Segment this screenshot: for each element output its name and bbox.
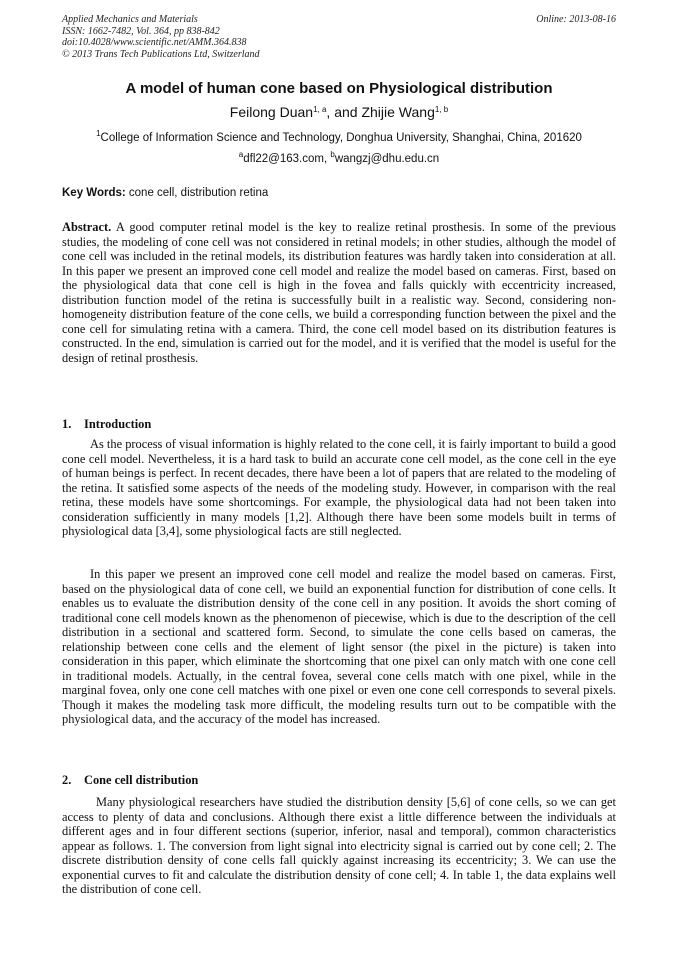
- intro-paragraph-2: In this paper we present an improved cone cell model and realize the model based on cameras. First, based on the physiological data of cone cell, we build an exponential function for distribution of cone cells. It enables us to evaluate the distribution density of the cone cell in any position. It avoids the short coming of traditional cone cell models known as the phenomenon of piecewise, which is due to the description of the cell distribution in a sectional and scattered form. Second, to simulate the cone cells based on cameras, the relationship between cone cells and the element of light sensor (the pixel in the picture) is taken into consideration in this paper, which eliminate the shortcoming that one pixel can only match with one cone cell in traditional models. Actually, in the central fovea, several cone cells match with one pixel, while in the marginal fovea, only one cone cell matches with one pixel or even one cone cell corresponds to several pixels. Though it makes the modeling task more difficult, the modeling results turn out to be compatible with the physiological data, and the accuracy of the model has increased.: [62, 567, 616, 726]
- keywords-text: cone cell, distribution retina: [125, 187, 269, 199]
- abstract-text: A good computer retinal model is the key to realize retinal prosthesis. In some of the previous studies, the modeling of cone cell was not considered in retinal models; in other studies, although the model of cone cell was included in the retinal models, its distribution features was hardly taken into consideration at all. In this paper we present an improved cone cell model and realize the model based on cameras. First, based on the physiological data that cone cell is high in the fovea and falls quickly with eccentricity increased, distribution function model of the retina is successfully built in a realistic way. Second, considering non-homogeneity distribution feature of the cone cells, we build a corresponding function between the pixel and the cone cell for simulating retina with a camera. Third, the cone cell model based on its distribution features is constructed. In the end, simulation is carried out for the model, and it is verified that the model is useful for the design of retinal prosthesis.: [62, 220, 616, 365]
- section-2-heading: [62, 773, 198, 788]
- journal-header: [62, 14, 616, 60]
- affiliation: [62, 129, 616, 144]
- author-2: Zhijie Wang: [361, 104, 435, 120]
- affiliation-text: College of Information Science and Technology, Donghua University, Shanghai, China, 201620: [100, 132, 582, 144]
- abstract-label: Abstract.: [62, 220, 112, 234]
- keywords: [62, 187, 616, 199]
- email-a: dfl22@163.com: [243, 153, 324, 165]
- email-b-sup: b: [330, 150, 335, 159]
- section-1-number: 1.: [62, 417, 72, 431]
- email-line: [62, 150, 616, 165]
- copyright-line: © 2013 Trans Tech Publications Ltd, Switzerland: [62, 48, 260, 60]
- section-2-paragraph: Many physiological researchers have studied the distribution density [5,6] of cone cells, so we can get access to plenty of data and conclusions. Although there exist a little difference between the individuals at different ages and in four different sections (superior, inferior, nasal and temporal), common characteristics appear as follows. 1. The conversion from light signal into electricity signal is carried out by cone cell; 2. The discrete distribution density of cone cells fall quickly against increasing its eccentricity; 3. We can use the exponential curves to fit and calculate the distribution density of cone cell; 4. In table 1, the data explains well the distribution of cone cell.: [62, 795, 616, 896]
- keywords-label: Key Words:: [62, 187, 126, 199]
- email-a-sup: a: [238, 150, 244, 159]
- author-2-sup: 1, b: [434, 105, 449, 114]
- abstract: [62, 220, 616, 365]
- intro-paragraph-1: As the process of visual information is highly related to the cone cell, it is fairly important to build a good cone cell model. Nevertheless, it is a hard task to build an accurate cone cell model, as the cone cell in the eye of human beings is perfect. In recent decades, there have been a lot of papers that are related to the modeling of the retina. It satisfied some aspects of the needs of the modeling study. However, in comparison with the real retina, these models have some shortcomings. For example, the physiological data had not been taken into consideration sufficiently in many models [1,2]. Although there have been some models built in terms of physiological data [3,4], some physiological facts are still neglected.: [62, 437, 616, 538]
- doi-line: doi:10.4028/www.scientific.net/AMM.364.838: [62, 37, 247, 48]
- author-separator: , and: [326, 104, 362, 120]
- issn-line: ISSN: 1662-7482, Vol. 364, pp 838-842: [62, 25, 220, 37]
- email-b: wangzj@dhu.edu.cn: [334, 153, 440, 165]
- email-separator: ,: [323, 153, 331, 165]
- author-1: Feilong Duan: [229, 104, 314, 120]
- journal-name: Applied Mechanics and Materials: [62, 14, 198, 25]
- section-2-title: Cone cell distribution: [84, 773, 199, 787]
- affiliation-sup: 1: [96, 129, 101, 138]
- section-1-heading: [62, 417, 151, 432]
- author-line: [62, 104, 616, 120]
- section-2-number: 2.: [62, 773, 72, 787]
- section-1-title: Introduction: [84, 417, 152, 431]
- online-date: Online: 2013-08-16: [536, 14, 616, 25]
- author-1-sup: 1, a: [313, 105, 327, 114]
- paper-title: A model of human cone based on Physiological distribution: [125, 80, 553, 97]
